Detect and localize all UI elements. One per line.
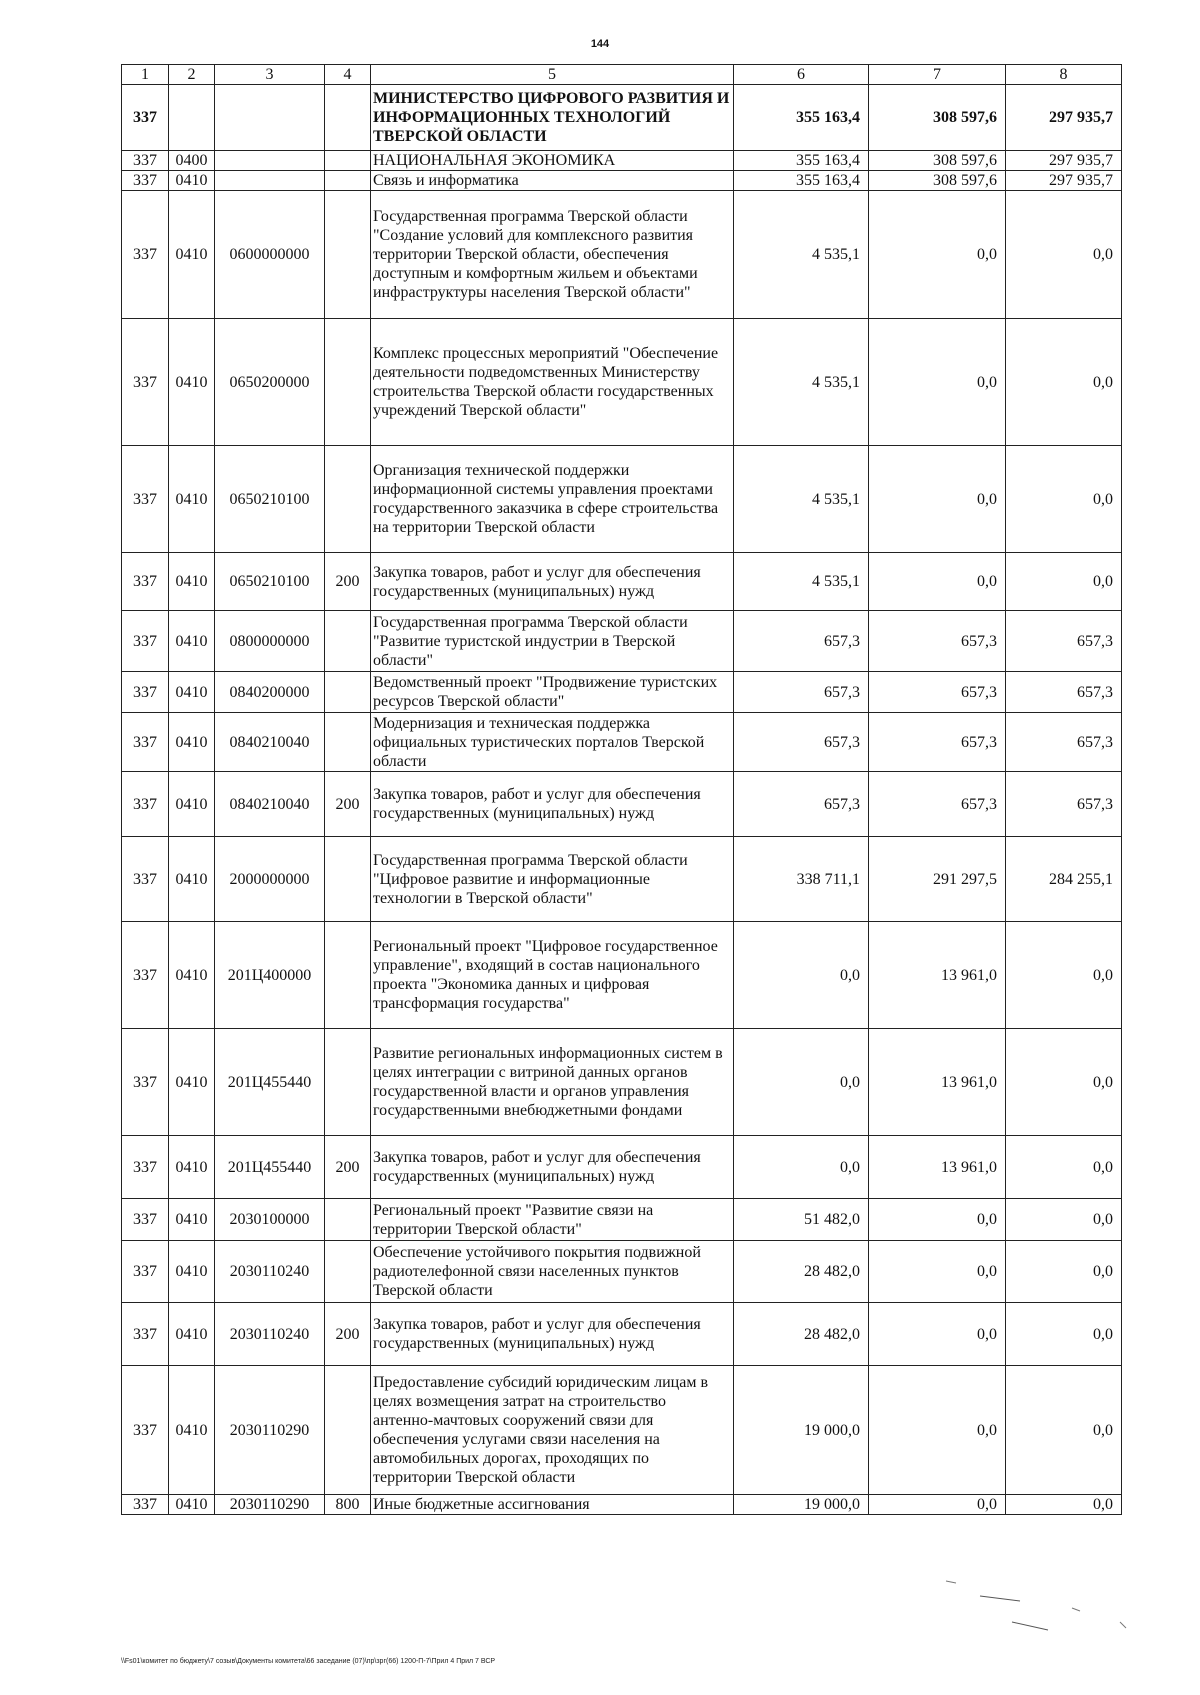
cell-ministry-code: 337 <box>122 772 169 837</box>
cell-amount-col8: 0,0 <box>1006 1199 1122 1241</box>
cell-ministry-code: 337 <box>122 553 169 611</box>
cell-ministry-code: 337 <box>122 191 169 319</box>
cell-amount-col6: 338 711,1 <box>734 837 869 922</box>
cell-amount-col7: 657,3 <box>869 713 1006 772</box>
cell-target-article: 0600000000 <box>215 191 325 319</box>
cell-amount-col8: 0,0 <box>1006 1241 1122 1303</box>
cell-description: Организация технической поддержки информационной системы управления проектами государственного заказчика в сфере строительства на территории Тверской области <box>371 446 734 553</box>
cell-section-code: 0410 <box>169 837 215 922</box>
cell-amount-col6: 4 535,1 <box>734 191 869 319</box>
cell-target-article: 201Ц455440 <box>215 1029 325 1136</box>
cell-amount-col7: 657,3 <box>869 772 1006 837</box>
cell-amount-col7: 0,0 <box>869 446 1006 553</box>
page-number: 144 <box>590 38 610 50</box>
cell-description: МИНИСТЕРСТВО ЦИФРОВОГО РАЗВИТИЯ И ИНФОРМАЦИОННЫХ ТЕХНОЛОГИЙ ТВЕРСКОЙ ОБЛАСТИ <box>371 85 734 151</box>
cell-amount-col7: 308 597,6 <box>869 171 1006 191</box>
cell-section-code: 0410 <box>169 922 215 1029</box>
cell-amount-col7: 308 597,6 <box>869 151 1006 171</box>
cell-target-article: 0650210100 <box>215 446 325 553</box>
cell-section-code: 0410 <box>169 772 215 837</box>
cell-amount-col7: 0,0 <box>869 191 1006 319</box>
cell-amount-col8: 0,0 <box>1006 922 1122 1029</box>
column-header: 1 <box>122 65 169 85</box>
cell-target-article: 0840200000 <box>215 672 325 713</box>
cell-amount-col7: 0,0 <box>869 1366 1006 1495</box>
cell-section-code: 0410 <box>169 319 215 446</box>
column-header: 4 <box>325 65 371 85</box>
cell-amount-col8: 0,0 <box>1006 1136 1122 1199</box>
cell-amount-col7: 13 961,0 <box>869 1029 1006 1136</box>
cell-target-article: 0650210100 <box>215 553 325 611</box>
cell-section-code: 0410 <box>169 1366 215 1495</box>
cell-target-article: 0840210040 <box>215 713 325 772</box>
cell-ministry-code: 337 <box>122 672 169 713</box>
cell-description: Иные бюджетные ассигнования <box>371 1495 734 1515</box>
cell-ministry-code: 337 <box>122 319 169 446</box>
cell-target-article: 2030110290 <box>215 1366 325 1495</box>
cell-ministry-code: 337 <box>122 837 169 922</box>
cell-section-code: 0410 <box>169 1495 215 1515</box>
cell-amount-col8: 284 255,1 <box>1006 837 1122 922</box>
cell-section-code: 0410 <box>169 672 215 713</box>
cell-target-article: 2030110240 <box>215 1241 325 1303</box>
cell-amount-col8: 657,3 <box>1006 772 1122 837</box>
cell-description: Закупка товаров, работ и услуг для обеспечения государственных (муниципальных) нужд <box>371 772 734 837</box>
cell-ministry-code: 337 <box>122 1303 169 1366</box>
cell-description: Региональный проект "Развитие связи на территории Тверской области" <box>371 1199 734 1241</box>
cell-description: Предоставление субсидий юридическим лицам в целях возмещения затрат на строительство антенно-мачтовых сооружений связи для обеспечения услугами связи населения на автомобильных дорогах, проходящих по территории Тверской области <box>371 1366 734 1495</box>
cell-amount-col7: 0,0 <box>869 553 1006 611</box>
cell-description: Модернизация и техническая поддержка официальных туристических порталов Тверской области <box>371 713 734 772</box>
cell-amount-col6: 28 482,0 <box>734 1241 869 1303</box>
cell-target-article: 2030110290 <box>215 1495 325 1515</box>
cell-amount-col8: 0,0 <box>1006 553 1122 611</box>
cell-target-article: 0840210040 <box>215 772 325 837</box>
cell-description: Развитие региональных информационных систем в целях интеграции с витриной данных органов государственной власти и органов управления государственными внебюджетными фондами <box>371 1029 734 1136</box>
cell-section-code: 0410 <box>169 713 215 772</box>
cell-description: Государственная программа Тверской области "Создание условий для комплексного развития территории Тверской области, обеспечения доступным и комфортным жильем и объектами инфраструктуры населения Тверской области" <box>371 191 734 319</box>
cell-target-article: 2000000000 <box>215 837 325 922</box>
cell-section-code: 0410 <box>169 1241 215 1303</box>
cell-description: Государственная программа Тверской области "Развитие туристской индустрии в Тверской области" <box>371 611 734 672</box>
cell-ministry-code: 337 <box>122 713 169 772</box>
cell-description: Связь и информатика <box>371 171 734 191</box>
cell-target-article: 0800000000 <box>215 611 325 672</box>
cell-amount-col6: 19 000,0 <box>734 1366 869 1495</box>
cell-amount-col7: 657,3 <box>869 672 1006 713</box>
cell-target-article: 201Ц400000 <box>215 922 325 1029</box>
cell-section-code: 0410 <box>169 1029 215 1136</box>
column-header: 8 <box>1006 65 1122 85</box>
cell-amount-col8: 0,0 <box>1006 191 1122 319</box>
cell-amount-col6: 657,3 <box>734 713 869 772</box>
cell-amount-col8: 297 935,7 <box>1006 151 1122 171</box>
cell-ministry-code: 337 <box>122 85 169 151</box>
cell-target-article: 201Ц455440 <box>215 1136 325 1199</box>
cell-description: Закупка товаров, работ и услуг для обеспечения государственных (муниципальных) нужд <box>371 1303 734 1366</box>
cell-amount-col6: 51 482,0 <box>734 1199 869 1241</box>
cell-section-code: 0410 <box>169 1303 215 1366</box>
cell-description: Закупка товаров, работ и услуг для обеспечения государственных (муниципальных) нужд <box>371 553 734 611</box>
cell-section-code: 0410 <box>169 1199 215 1241</box>
column-header: 7 <box>869 65 1006 85</box>
cell-description: Ведомственный проект "Продвижение туристских ресурсов Тверской области" <box>371 672 734 713</box>
cell-description: НАЦИОНАЛЬНАЯ ЭКОНОМИКА <box>371 151 734 171</box>
cell-ministry-code: 337 <box>122 1495 169 1515</box>
cell-amount-col7: 0,0 <box>869 1303 1006 1366</box>
cell-amount-col7: 308 597,6 <box>869 85 1006 151</box>
cell-amount-col6: 355 163,4 <box>734 171 869 191</box>
column-header: 5 <box>371 65 734 85</box>
cell-ministry-code: 337 <box>122 446 169 553</box>
column-header: 2 <box>169 65 215 85</box>
cell-amount-col6: 657,3 <box>734 672 869 713</box>
cell-amount-col7: 0,0 <box>869 1241 1006 1303</box>
cell-ministry-code: 337 <box>122 1029 169 1136</box>
cell-amount-col6: 28 482,0 <box>734 1303 869 1366</box>
cell-section-code: 0410 <box>169 1136 215 1199</box>
cell-description: Обеспечение устойчивого покрытия подвижной радиотелефонной связи населенных пунктов Тверской области <box>371 1241 734 1303</box>
cell-amount-col8: 657,3 <box>1006 672 1122 713</box>
cell-amount-col6: 4 535,1 <box>734 319 869 446</box>
cell-amount-col8: 0,0 <box>1006 1303 1122 1366</box>
cell-ministry-code: 337 <box>122 611 169 672</box>
cell-amount-col7: 0,0 <box>869 1495 1006 1515</box>
cell-description: Комплекс процессных мероприятий "Обеспечение деятельности подведомственных Министерству строительства Тверской области государственных учреждений Тверской области" <box>371 319 734 446</box>
cell-amount-col7: 291 297,5 <box>869 837 1006 922</box>
cell-ministry-code: 337 <box>122 922 169 1029</box>
cell-amount-col8: 0,0 <box>1006 1366 1122 1495</box>
column-header: 6 <box>734 65 869 85</box>
cell-amount-col7: 13 961,0 <box>869 1136 1006 1199</box>
cell-amount-col8: 657,3 <box>1006 611 1122 672</box>
cell-target-article: 2030110240 <box>215 1303 325 1366</box>
cell-description: Региональный проект "Цифровое государственное управление", входящий в состав национального проекта "Экономика данных и цифровая трансформация государства" <box>371 922 734 1029</box>
cell-amount-col6: 0,0 <box>734 1029 869 1136</box>
cell-amount-col8: 0,0 <box>1006 1029 1122 1136</box>
cell-amount-col8: 0,0 <box>1006 446 1122 553</box>
cell-expense-type: 200 <box>325 553 371 611</box>
cell-expense-type: 200 <box>325 772 371 837</box>
cell-amount-col6: 4 535,1 <box>734 553 869 611</box>
cell-amount-col6: 0,0 <box>734 922 869 1029</box>
cell-expense-type: 200 <box>325 1303 371 1366</box>
cell-ministry-code: 337 <box>122 171 169 191</box>
cell-section-code: 0410 <box>169 553 215 611</box>
cell-amount-col6: 4 535,1 <box>734 446 869 553</box>
cell-expense-type: 200 <box>325 1136 371 1199</box>
cell-section-code: 0410 <box>169 611 215 672</box>
cell-amount-col6: 0,0 <box>734 1136 869 1199</box>
cell-section-code: 0410 <box>169 171 215 191</box>
cell-amount-col6: 657,3 <box>734 772 869 837</box>
cell-section-code: 0400 <box>169 151 215 171</box>
cell-section-code: 0410 <box>169 191 215 319</box>
cell-amount-col8: 0,0 <box>1006 319 1122 446</box>
cell-amount-col6: 19 000,0 <box>734 1495 869 1515</box>
file-path-footer: \\Fs01\комитет по бюджету\7 созыв\Документы комитета\66 заседание (07)\пр\зрг(66) 1200-П-7\Прил 4 Прил 7 ВСР <box>121 1658 496 1665</box>
cell-target-article: 0650200000 <box>215 319 325 446</box>
cell-amount-col7: 0,0 <box>869 1199 1006 1241</box>
cell-ministry-code: 337 <box>122 1199 169 1241</box>
cell-description: Государственная программа Тверской области "Цифровое развитие и информационные технологии в Тверской области" <box>371 837 734 922</box>
cell-ministry-code: 337 <box>122 1366 169 1495</box>
cell-amount-col7: 657,3 <box>869 611 1006 672</box>
cell-amount-col8: 0,0 <box>1006 1495 1122 1515</box>
cell-amount-col8: 657,3 <box>1006 713 1122 772</box>
cell-amount-col6: 355 163,4 <box>734 85 869 151</box>
cell-target-article: 2030100000 <box>215 1199 325 1241</box>
cell-amount-col7: 0,0 <box>869 319 1006 446</box>
cell-description: Закупка товаров, работ и услуг для обеспечения государственных (муниципальных) нужд <box>371 1136 734 1199</box>
cell-amount-col7: 13 961,0 <box>869 922 1006 1029</box>
cell-ministry-code: 337 <box>122 1241 169 1303</box>
cell-amount-col8: 297 935,7 <box>1006 171 1122 191</box>
cell-amount-col8: 297 935,7 <box>1006 85 1122 151</box>
cell-ministry-code: 337 <box>122 151 169 171</box>
cell-amount-col6: 355 163,4 <box>734 151 869 171</box>
cell-ministry-code: 337 <box>122 1136 169 1199</box>
cell-section-code: 0410 <box>169 446 215 553</box>
cell-amount-col6: 657,3 <box>734 611 869 672</box>
cell-expense-type: 800 <box>325 1495 371 1515</box>
column-header: 3 <box>215 65 325 85</box>
